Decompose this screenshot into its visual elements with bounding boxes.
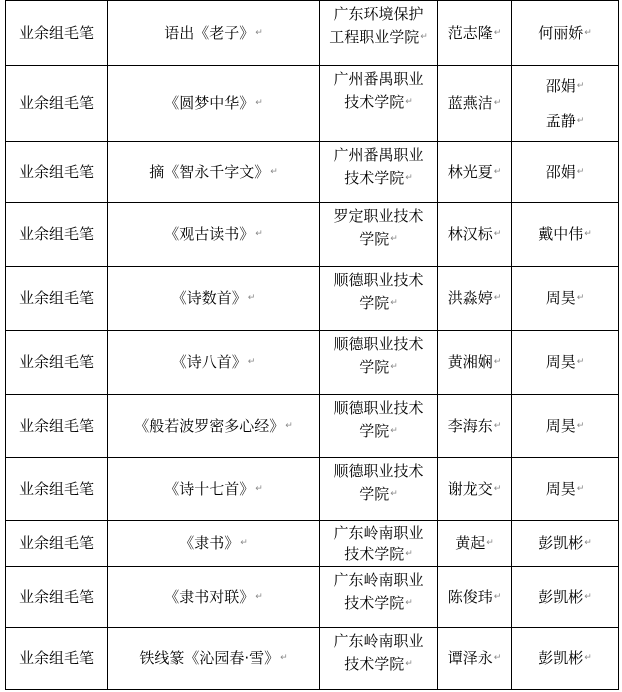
table-row [6,142,619,203]
work-title-cell: 《圆梦中华》↵ [108,66,320,142]
table-row [6,395,619,458]
table-row [6,567,619,628]
teacher-cell: 彭凯彬↵ [512,628,619,690]
student-name-cell: 蓝燕洁↵ [438,66,512,142]
college-cell: 顺德职业技术 学院↵ [320,395,438,458]
work-title-cell: 铁线篆《沁园春·雪》↵ [108,628,320,690]
group-cell: 业余组毛笔 [6,203,108,267]
work-title-cell: 《般若波罗密多心经》↵ [108,395,320,458]
work-title-cell: 《观古读书》↵ [108,203,320,267]
college-cell: 广州番禺职业 技术学院↵ [320,66,438,142]
work-title-cell: 《隶书对联》↵ [108,567,320,628]
table-row [6,203,619,267]
work-title-cell: 语出《老子》↵ [108,1,320,66]
group-cell: 业余组毛笔 [6,331,108,395]
college-cell: 顺德职业技术 学院↵ [320,267,438,331]
group-cell: 业余组毛笔 [6,567,108,628]
awards-table [5,0,619,690]
student-name-cell: 李海东↵ [438,395,512,458]
work-title-cell: 《诗数首》↵ [108,267,320,331]
college-cell: 广东环境保护 工程职业学院↵ [320,1,438,66]
group-cell: 业余组毛笔 [6,66,108,142]
work-title-cell: 《诗十七首》↵ [108,458,320,521]
work-title-cell: 摘《智永千字文》↵ [108,142,320,203]
teacher-cell: 彭凯彬↵ [512,521,619,567]
college-cell: 顺德职业技术 学院↵ [320,458,438,521]
student-name-cell: 谭泽永↵ [438,628,512,690]
college-cell: 广东岭南职业 技术学院↵ [320,567,438,628]
teacher-cell: 周昊↵ [512,331,619,395]
work-title-cell: 《诗八首》↵ [108,331,320,395]
teacher-cell: 戴中伟↵ [512,203,619,267]
table-row [6,66,619,142]
college-cell: 广州番禺职业 技术学院↵ [320,142,438,203]
group-cell: 业余组毛笔 [6,1,108,66]
group-cell: 业余组毛笔 [6,521,108,567]
group-cell: 业余组毛笔 [6,267,108,331]
teacher-cell: 周昊↵ [512,395,619,458]
student-name-cell: 洪淼婷↵ [438,267,512,331]
college-cell: 广东岭南职业 技术学院↵ [320,628,438,690]
table-row [6,628,619,690]
group-cell: 业余组毛笔 [6,458,108,521]
teacher-cell: 彭凯彬↵ [512,567,619,628]
college-cell: 罗定职业技术 学院↵ [320,203,438,267]
teacher-cell: 周昊↵ [512,267,619,331]
table-row [6,521,619,567]
teacher-cell: 邵娟↵ 孟静↵ [512,66,619,142]
work-title-cell: 《隶书》↵ [108,521,320,567]
group-cell: 业余组毛笔 [6,142,108,203]
student-name-cell: 陈俊玮↵ [438,567,512,628]
table-row [6,458,619,521]
student-name-cell: 黄湘娴↵ [438,331,512,395]
table-row [6,267,619,331]
group-cell: 业余组毛笔 [6,628,108,690]
teacher-cell: 何丽娇↵ [512,1,619,66]
table-row [6,1,619,66]
student-name-cell: 范志隆↵ [438,1,512,66]
student-name-cell: 林光夏↵ [438,142,512,203]
table-row [6,331,619,395]
group-cell: 业余组毛笔 [6,395,108,458]
student-name-cell: 黄起↵ [438,521,512,567]
student-name-cell: 谢龙交↵ [438,458,512,521]
college-cell: 顺德职业技术 学院↵ [320,331,438,395]
college-cell: 广东岭南职业 技术学院↵ [320,521,438,567]
teacher-cell: 邵娟↵ [512,142,619,203]
teacher-cell: 周昊↵ [512,458,619,521]
student-name-cell: 林汉标↵ [438,203,512,267]
